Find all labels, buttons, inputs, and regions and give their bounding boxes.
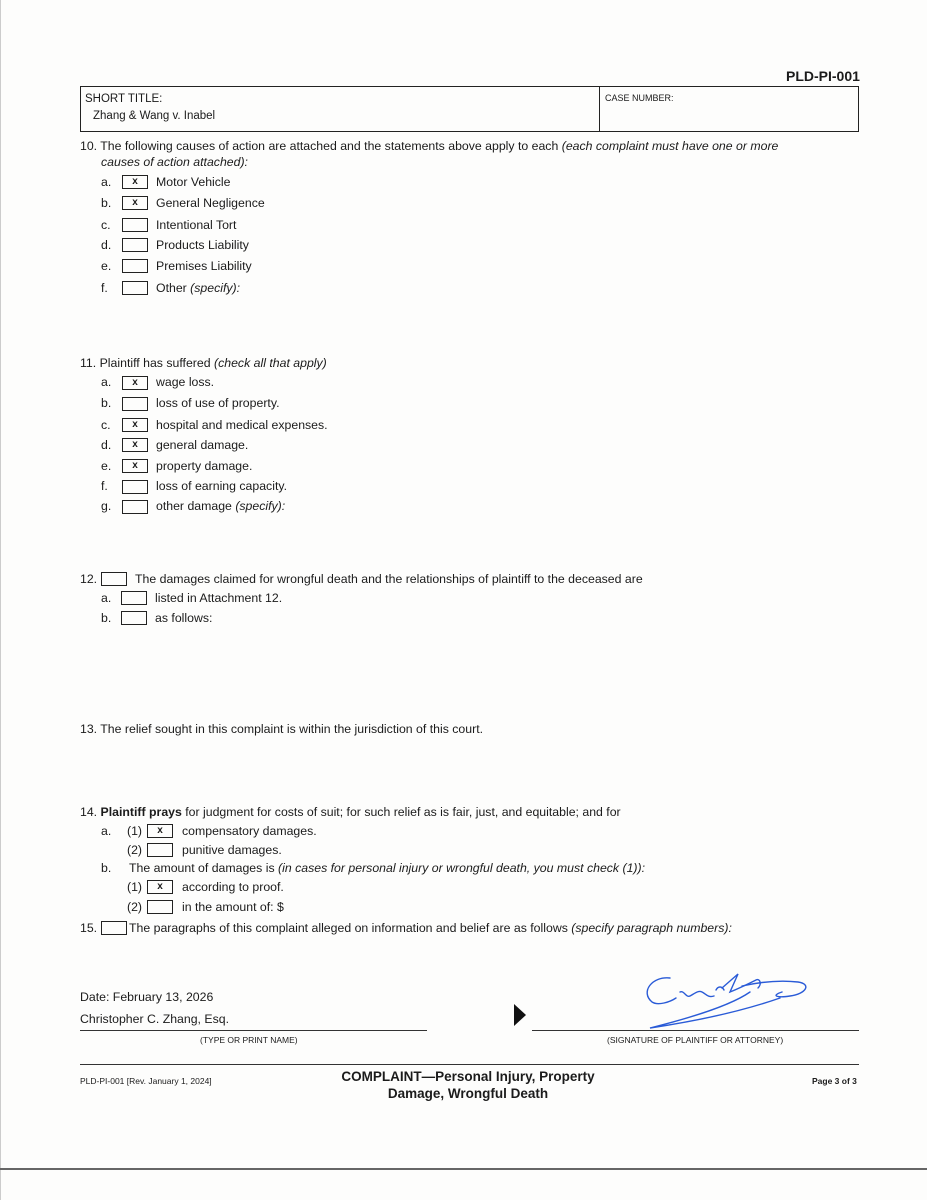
short-title-label: SHORT TITLE: — [85, 93, 163, 105]
scan-bottom-edge — [0, 1168, 927, 1170]
item12-checkbox-a[interactable] — [121, 591, 147, 605]
item10-intro-cont: causes of action attached): — [101, 155, 248, 169]
item12-label-b: as follows: — [155, 611, 213, 625]
item12-label-a: listed in Attachment 12. — [155, 591, 283, 605]
item10-checkbox-a[interactable]: x — [122, 175, 148, 189]
item10-checkbox-f[interactable] — [122, 281, 148, 295]
footer-title-line2: Damage, Wrongful Death — [387, 1086, 549, 1101]
item10-label-f: Other (specify): — [156, 281, 241, 295]
item11-checkbox-b[interactable] — [122, 397, 148, 411]
item12-letter-b: b. — [101, 611, 112, 625]
item11-letter-e: e. — [101, 459, 112, 473]
item15-checkbox[interactable] — [101, 921, 127, 935]
item15-text: The paragraphs of this complaint alleged on information and belief are as follows (specify paragraph numbers): — [129, 921, 732, 935]
item11-label-a: wage loss. — [156, 375, 215, 389]
handwritten-signature — [630, 962, 815, 1034]
item12-checkbox[interactable] — [101, 572, 127, 586]
item14-b1-checkbox[interactable]: x — [147, 880, 173, 894]
footer-page-number: Page 3 of 3 — [812, 1076, 857, 1086]
item11-intro: 11. Plaintiff has suffered (check all that apply) — [80, 356, 327, 370]
item14-b1-num: (1) — [127, 880, 143, 894]
caption-box — [80, 86, 859, 132]
item13-text: 13. The relief sought in this complaint is within the jurisdiction of this court. — [80, 722, 484, 736]
item10-intro: 10. The following causes of action are attached and the statements above apply to each (each complaint must have one or more — [80, 139, 779, 153]
item14-b2-checkbox[interactable] — [147, 900, 173, 914]
footer-rule — [80, 1064, 859, 1065]
item11-label-b: loss of use of property. — [156, 396, 280, 410]
item15-number: 15. — [80, 921, 98, 935]
item14-a1-checkbox[interactable]: x — [147, 824, 173, 838]
footer-title-line1: COMPLAINT—Personal Injury, Property — [341, 1069, 595, 1084]
item10-checkbox-c[interactable] — [122, 218, 148, 232]
item11-label-f: loss of earning capacity. — [156, 479, 288, 493]
name-underline — [80, 1030, 427, 1031]
item10-label-e: Premises Liability — [156, 259, 252, 273]
item14-b-text: The amount of damages is (in cases for personal injury or wrongful death, you must check (1)): — [129, 861, 646, 875]
case-number-label: CASE NUMBER: — [605, 93, 674, 103]
item10-letter-e: e. — [101, 259, 112, 273]
item11-checkbox-a[interactable]: x — [122, 376, 148, 390]
item14-intro: 14. Plaintiff prays for judgment for costs of suit; for such relief as is fair, just, and equitable; and for — [80, 805, 621, 819]
footer-form-revision: PLD-PI-001 [Rev. January 1, 2024] — [80, 1076, 212, 1086]
attorney-name: Christopher C. Zhang, Esq. — [80, 1012, 229, 1026]
item11-letter-c: c. — [101, 418, 111, 432]
item10-checkbox-e[interactable] — [122, 259, 148, 273]
item10-checkbox-d[interactable] — [122, 238, 148, 252]
caption-divider — [599, 87, 600, 131]
item11-label-e: property damage. — [156, 459, 253, 473]
item11-letter-a: a. — [101, 375, 112, 389]
item11-checkbox-c[interactable]: x — [122, 418, 148, 432]
item11-letter-f: f. — [101, 479, 108, 493]
item14-a1-label: compensatory damages. — [182, 824, 317, 838]
item12-text: The damages claimed for wrongful death and the relationships of plaintiff to the deceased are — [135, 572, 643, 586]
item12-letter-a: a. — [101, 591, 112, 605]
name-caption: (TYPE OR PRINT NAME) — [200, 1035, 298, 1045]
item14-a1-num: (1) — [127, 824, 143, 838]
item10-letter-b: b. — [101, 196, 112, 210]
item10-letter-f: f. — [101, 281, 108, 295]
item10-label-b: General Negligence — [156, 196, 265, 210]
item11-letter-b: b. — [101, 396, 112, 410]
item11-letter-g: g. — [101, 499, 112, 513]
item11-checkbox-g[interactable] — [122, 500, 148, 514]
item10-letter-a: a. — [101, 175, 112, 189]
item11-checkbox-d[interactable]: x — [122, 438, 148, 452]
item10-letter-c: c. — [101, 218, 111, 232]
signature-caption: (SIGNATURE OF PLAINTIFF OR ATTORNEY) — [607, 1035, 784, 1045]
item10-checkbox-b[interactable]: x — [122, 196, 148, 210]
item11-label-c: hospital and medical expenses. — [156, 418, 328, 432]
item12-checkbox-b[interactable] — [121, 611, 147, 625]
item11-checkbox-e[interactable]: x — [122, 459, 148, 473]
item14-a2-label: punitive damages. — [182, 843, 282, 857]
item11-label-d: general damage. — [156, 438, 249, 452]
form-id: PLD-PI-001 — [786, 68, 860, 84]
item10-label-c: Intentional Tort — [156, 218, 237, 232]
item14-b2-num: (2) — [127, 900, 143, 914]
item11-label-g: other damage (specify): — [156, 499, 286, 513]
item14-b2-label: in the amount of: $ — [182, 900, 284, 914]
item14-b1-label: according to proof. — [182, 880, 284, 894]
item14-a2-checkbox[interactable] — [147, 843, 173, 857]
date-line: Date: February 13, 2026 — [80, 990, 214, 1004]
item14-a2-num: (2) — [127, 843, 143, 857]
item11-letter-d: d. — [101, 438, 112, 452]
item14-letter-a: a. — [101, 824, 112, 838]
short-title-value: Zhang & Wang v. Inabel — [93, 110, 216, 122]
item12-number: 12. — [80, 572, 98, 586]
scan-edge — [0, 0, 1, 1200]
item11-checkbox-f[interactable] — [122, 480, 148, 494]
item10-label-d: Products Liability — [156, 238, 249, 252]
item14-letter-b: b. — [101, 861, 112, 875]
footer-title — [318, 1068, 618, 1102]
item10-letter-d: d. — [101, 238, 112, 252]
signature-arrow-icon — [514, 1004, 526, 1026]
item10-label-a: Motor Vehicle — [156, 175, 231, 189]
